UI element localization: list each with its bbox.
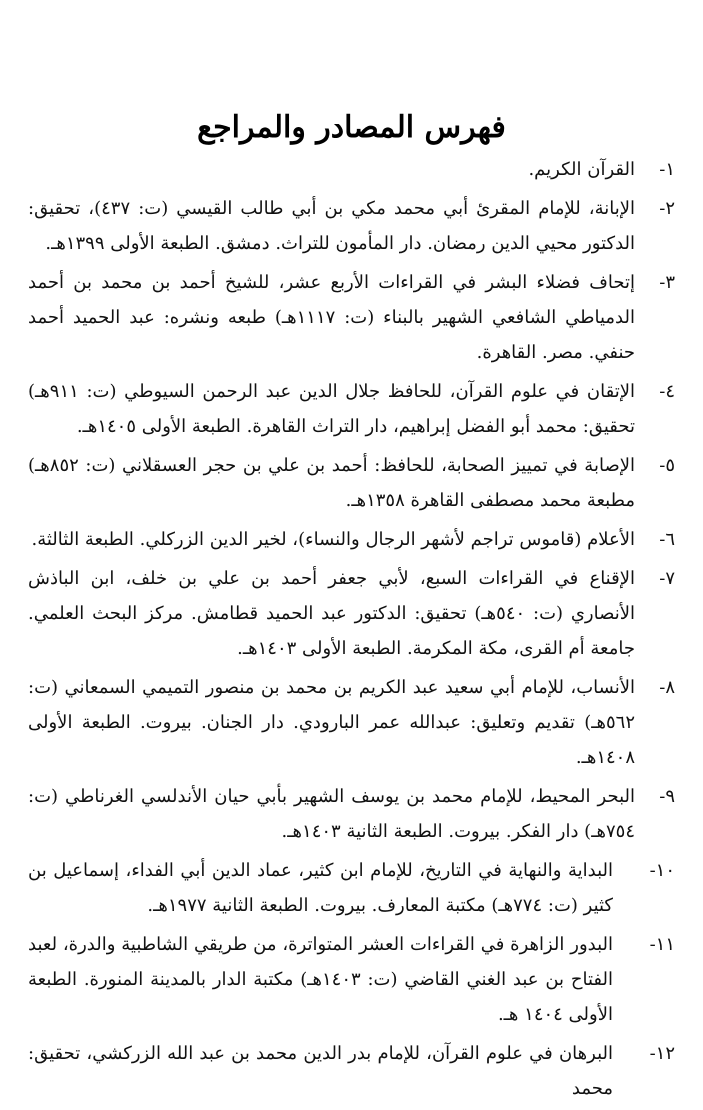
entry-number: ٤- bbox=[659, 381, 675, 402]
reference-entry-9 bbox=[28, 779, 675, 849]
reference-entry-8 bbox=[28, 670, 675, 775]
references-list bbox=[28, 152, 675, 1106]
entry-number: ٥- bbox=[659, 455, 675, 476]
entry-number: ٧- bbox=[659, 568, 675, 589]
entry-text: الإتقان في علوم القرآن، للحافظ جلال الدين عبد الرحمن السيوطي (ت: ٩١١هـ) تحقيق: محمد أبو الفضل إبراهيم، دار التراث القاهرة. الطبعة الأولى ١٤٠٥هـ. bbox=[28, 381, 635, 437]
entry-text: الأعلام (قاموس تراجم لأشهر الرجال والنساء)، لخير الدين الزركلي. الطبعة الثالثة. bbox=[31, 529, 635, 550]
entry-text: الأنساب، للإمام أبي سعيد عبد الكريم بن محمد بن منصور التميمي السمعاني (ت: ٥٦٢هـ) تقديم وتعليق: عبدالله عمر البارودي. دار الجنان. بيروت. الطبعة الأولى ١٤٠٨هـ. bbox=[28, 677, 635, 768]
entry-number: ٩- bbox=[659, 786, 675, 807]
reference-entry-7 bbox=[28, 561, 675, 666]
entry-text: الإبانة، للإمام المقرئ أبي محمد مكي بن أبي طالب القيسي (ت: ٤٣٧)، تحقيق: الدكتور محيي الدين رمضان. دار المأمون للتراث. دمشق. الطبعة الأولى ١٣٩٩هـ. bbox=[28, 198, 636, 254]
entry-number: ٦- bbox=[659, 529, 675, 550]
reference-entry-5 bbox=[28, 448, 675, 518]
reference-entry-10 bbox=[28, 853, 675, 923]
entry-text: الإقناع في القراءات السبع، لأبي جعفر أحمد بن علي بن خلف، ابن الباذش الأنصاري (ت: ٥٤٠هـ) تحقيق: الدكتور عبد الحميد قطامش. مركز البحث العلمي. جامعة أم القرى، مكة المكرمة. الطبعة الأولى ١٤٠٣هـ. bbox=[28, 568, 635, 659]
reference-entry-6 bbox=[28, 522, 675, 557]
entry-number: ١١- bbox=[649, 934, 675, 955]
entry-text: إتحاف فضلاء البشر في القراءات الأربع عشر، للشيخ أحمد بن محمد بن أحمد الدمياطي الشافعي الشهير بالبناء (ت: ١١١٧هـ) طبعه ونشره: عبد الحميد أحمد حنفي. مصر. القاهرة. bbox=[28, 272, 635, 363]
reference-entry-2 bbox=[28, 191, 675, 261]
reference-entry-1 bbox=[28, 152, 675, 187]
entry-text: البحر المحيط، للإمام محمد بن يوسف الشهير بأبي حيان الأندلسي الغرناطي (ت: ٧٥٤هـ) دار الفكر. بيروت. الطبعة الثانية ١٤٠٣هـ. bbox=[28, 786, 635, 842]
reference-entry-4 bbox=[28, 374, 675, 444]
reference-entry-11 bbox=[28, 927, 675, 1032]
entry-number: ١٢- bbox=[649, 1043, 675, 1064]
entry-number: ١٠- bbox=[649, 860, 675, 881]
entry-text: الإصابة في تمييز الصحابة، للحافظ: أحمد بن علي بن حجر العسقلاني (ت: ٨٥٢هـ) مطبعة محمد مصطفى القاهرة ١٣٥٨هـ. bbox=[28, 455, 635, 511]
references-page bbox=[28, 108, 675, 1110]
entry-number: ١- bbox=[659, 159, 675, 180]
reference-entry-12 bbox=[28, 1036, 675, 1106]
page-title: فهرس المصادر والمراجع bbox=[197, 110, 506, 145]
entry-text: البداية والنهاية في التاريخ، للإمام ابن كثير، عماد الدين أبي الفداء، إسماعيل بن كثير (ت: ٧٧٤هـ) مكتبة المعارف. بيروت. الطبعة الثانية ١٩٧٧هـ. bbox=[28, 860, 613, 916]
entry-number: ٢- bbox=[659, 198, 675, 219]
reference-entry-3 bbox=[28, 265, 675, 370]
entry-number: ٨- bbox=[659, 677, 675, 698]
entry-text: البرهان في علوم القرآن، للإمام بدر الدين محمد بن عبد الله الزركشي، تحقيق: محمد bbox=[28, 1043, 613, 1099]
entry-text: البدور الزاهرة في القراءات العشر المتواترة، من طريقي الشاطبية والدرة، لعبد الفتاح بن عبد الغني القاضي (ت: ١٤٠٣هـ) مكتبة الدار بالمدينة المنورة. الطبعة الأولى ١٤٠٤ هـ. bbox=[28, 934, 613, 1025]
entry-number: ٣- bbox=[659, 272, 675, 293]
entry-text: القرآن الكريم. bbox=[528, 159, 635, 180]
